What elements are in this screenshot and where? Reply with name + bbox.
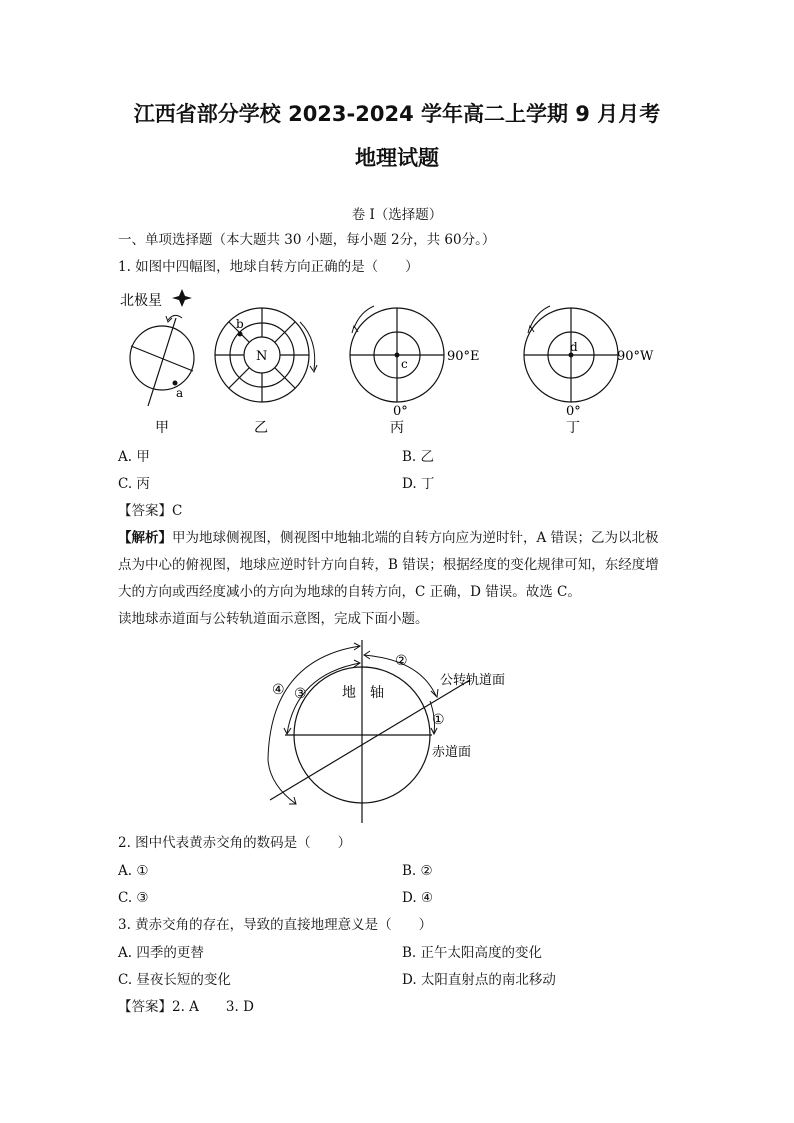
question-2-stem: 2. 图中代表黄赤交角的数码是（ ） [118, 835, 352, 851]
intro-q2-q3: 读地球赤道面与公转轨道面示意图，完成下面小题。 [118, 611, 429, 627]
axis-label: 地 轴 [342, 685, 384, 701]
answer-q2-q3: 【答案】2. A 3. D [118, 999, 254, 1015]
svg-text:c: c [401, 357, 408, 371]
caption-jia: 甲 [155, 420, 169, 436]
label-90w: 90°W [617, 349, 654, 364]
svg-text:③: ③ [294, 686, 307, 702]
caption-ding: 丁 [566, 420, 580, 436]
question-3-stem: 3. 黄赤交角的存在，导致的直接地理意义是（ ） [118, 917, 433, 933]
polaris-label: 北极星 [120, 293, 162, 309]
svg-text:d: d [570, 340, 578, 354]
q1-analysis-line2: 点为中心的俯视图，地球应逆时针方向自转，B 错误；根据经度的变化规律可知，东经度增 [118, 557, 659, 573]
svg-text:②: ② [395, 653, 408, 669]
q1-option-b[interactable]: B. 乙 [402, 449, 435, 465]
svg-text:④: ④ [272, 682, 285, 698]
label-90e: 90°E [447, 349, 480, 364]
svg-text:b: b [236, 317, 244, 331]
label-0-bing: 0° [393, 404, 408, 419]
document-subtitle: 地理试题 [355, 146, 439, 170]
q3-option-b[interactable]: B. 正午太阳高度的变化 [402, 945, 543, 961]
q1-option-d[interactable]: D. 丁 [402, 476, 435, 492]
q2-option-d[interactable]: D. ④ [402, 890, 434, 906]
q1-analysis-line3: 大的方向或西经度减小的方向为地球的自转方向，C 正确，D 错误。故选 C。 [118, 584, 581, 600]
q2-option-b[interactable]: B. ② [402, 863, 433, 879]
svg-text:a: a [176, 386, 184, 400]
q2-option-a[interactable]: A. ① [118, 863, 149, 879]
svg-text:①: ① [432, 712, 445, 728]
q3-option-c[interactable]: C. 昼夜长短的变化 [118, 972, 231, 988]
q1-option-c[interactable]: C. 丙 [118, 476, 150, 492]
label-0-ding: 0° [566, 404, 581, 419]
q1-answer: 【答案】C [118, 503, 183, 519]
caption-yi: 乙 [254, 420, 268, 436]
orbit-plane-label: 公转轨道面 [440, 673, 506, 688]
q1-option-a[interactable]: A. 甲 [118, 449, 150, 465]
q3-option-a[interactable]: A. 四季的更替 [118, 945, 204, 961]
caption-bing: 丙 [390, 420, 404, 436]
instructions: 一、单项选择题（本大题共 30 小题，每小题 2分，共 60分。） [118, 232, 496, 248]
section-heading: 卷 I（选择题） [351, 207, 443, 223]
q2-option-c[interactable]: C. ③ [118, 890, 149, 906]
document-title: 江西省部分学校 2023-2024 学年高二上学期 9 月月考 [133, 102, 661, 126]
question-1-stem: 1. 如图中四幅图，地球自转方向正确的是（ ） [118, 259, 419, 275]
q1-analysis-line1: 【解析】甲为地球侧视图，侧视图中地轴北端的自转方向应为逆时针，A 错误；乙为以北极 [118, 530, 659, 546]
angle-arc-4 [268, 646, 360, 804]
equator-plane-label: 赤道面 [432, 745, 472, 760]
q3-option-d[interactable]: D. 太阳直射点的南北移动 [402, 972, 556, 988]
north-pole-label: N [256, 349, 268, 364]
